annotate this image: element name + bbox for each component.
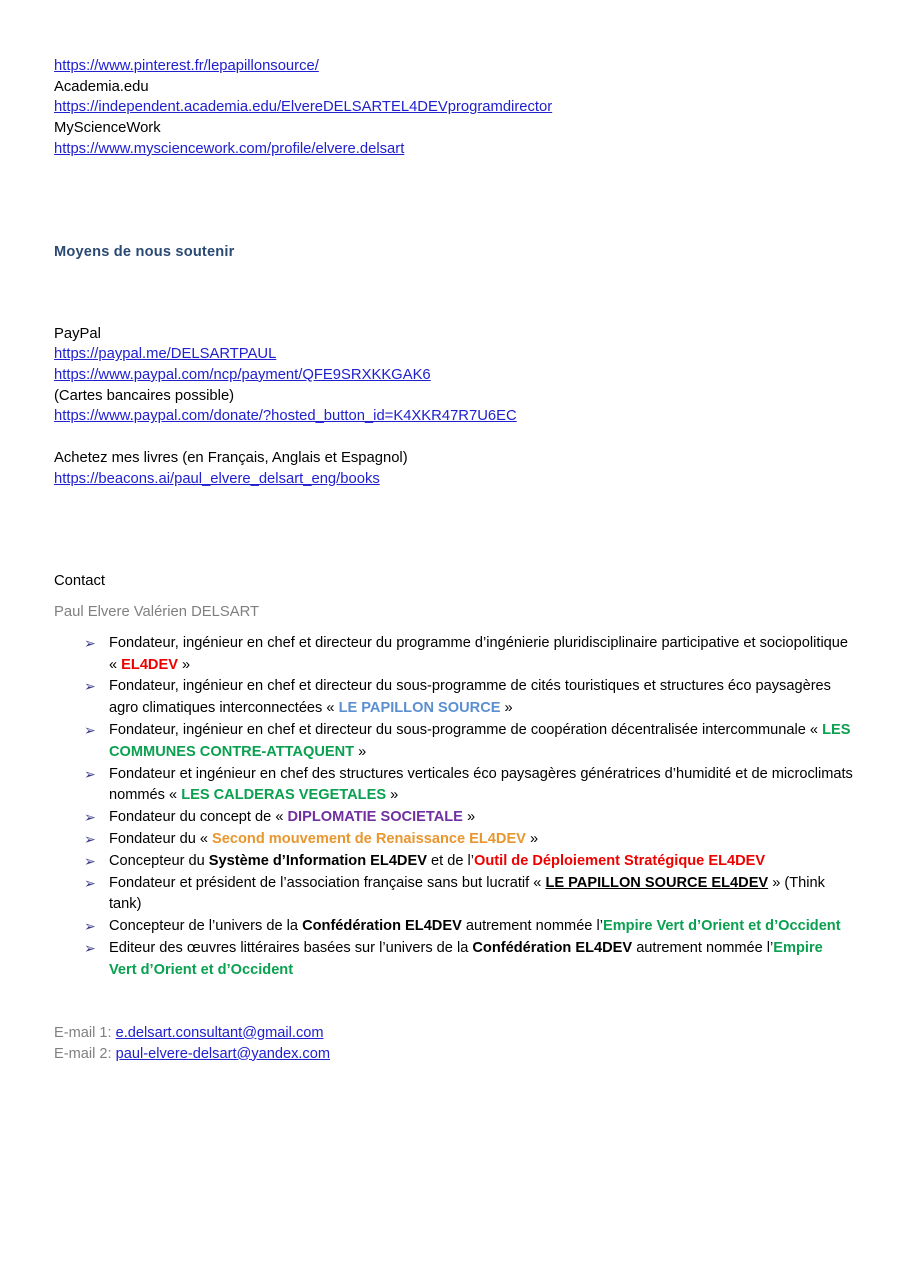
emails-block — [54, 1023, 854, 1065]
profile-link[interactable]: https://www.mysciencework.com/profile/elvere.delsart — [54, 140, 405, 157]
role-text-segment: » — [386, 787, 399, 804]
role-text-segment: » — [525, 831, 539, 848]
spacer — [54, 592, 854, 602]
role-systeme-information — [54, 851, 854, 873]
books-block — [54, 448, 854, 489]
role-text-segment: » — [462, 809, 476, 826]
books-label: Achetez mes livres (en Français, Anglais et Espagnol) — [54, 450, 408, 467]
profile-links-block — [54, 56, 854, 160]
spacer — [54, 160, 854, 242]
document-content — [54, 56, 854, 1065]
profile-link[interactable]: https://www.pinterest.fr/lepapillonsource/ — [54, 58, 319, 74]
spacer — [54, 982, 854, 1023]
arrow-bullet-icon: ➢ — [84, 874, 96, 891]
role-text-segment: » (Think tank) — [109, 874, 825, 913]
role-text-segment: autrement nommée l’ — [632, 940, 774, 956]
paypal-link[interactable]: https://paypal.me/DELSARTPAUL — [54, 346, 277, 363]
role-les-calderas-vegetales — [54, 764, 854, 808]
role-les-communes-contre-attaquent — [54, 720, 854, 764]
role-text-segment: Concepteur du — [109, 852, 209, 869]
arrow-bullet-icon: ➢ — [84, 678, 96, 695]
role-text-segment: Empire Vert d’Orient et d’Occident — [602, 918, 841, 935]
role-text-segment: autrement nommée l’ — [461, 918, 603, 935]
role-text-segment: Empire Vert d’Orient et d’Occident — [109, 940, 823, 978]
spacer — [54, 262, 854, 324]
paypal-label: PayPal — [54, 325, 101, 342]
arrow-bullet-icon: ➢ — [84, 940, 96, 956]
role-text-segment: » — [500, 700, 513, 717]
paypal-link[interactable]: https://www.paypal.com/donate/?hosted_button_id=K4XKR47R7U6EC — [54, 408, 517, 425]
books-link[interactable]: https://beacons.ai/paul_elvere_delsart_eng/books — [54, 470, 380, 487]
spacer — [54, 623, 854, 633]
role-text-segment: » — [354, 743, 367, 760]
email-address-link[interactable]: paul-elvere-delsart@yandex.com — [115, 1045, 331, 1062]
role-association-le-papillon-source-el4dev — [54, 873, 854, 917]
arrow-bullet-icon: ➢ — [84, 809, 96, 826]
email-label: E-mail 1: — [54, 1024, 116, 1041]
role-text-segment: LES CALDERAS VEGETALES — [181, 787, 387, 804]
role-text-segment: Fondateur, ingénieur en chef et directeur du sous-programme de coopération décentralisée intercommunale « — [109, 722, 823, 739]
arrow-bullet-icon: ➢ — [84, 918, 96, 935]
arrow-bullet-icon: ➢ — [84, 831, 96, 848]
role-text-segment: Fondateur du concept de « — [109, 809, 288, 826]
role-text-segment: Concepteur de l’univers de la — [109, 918, 303, 935]
roles-list — [54, 633, 854, 982]
paypal-block — [54, 324, 854, 428]
role-text-segment: Fondateur, ingénieur en chef et directeur du programme d’ingénierie pluridisciplinaire participative et sociopolitique « — [109, 634, 849, 673]
role-text-segment: LES COMMUNES CONTRE-ATTAQUENT — [109, 722, 851, 760]
role-text-segment: et de l’ — [426, 852, 475, 869]
role-le-papillon-source — [54, 676, 854, 720]
arrow-bullet-icon: ➢ — [84, 634, 96, 651]
email-row — [54, 1023, 854, 1044]
contact-person-name: Paul Elvere Valérien DELSART — [54, 604, 260, 621]
role-text-segment: Système d’Information EL4DEV — [208, 852, 427, 869]
arrow-bullet-icon: ➢ — [84, 852, 96, 869]
role-text-segment: » — [177, 656, 191, 673]
email-row — [54, 1044, 854, 1065]
role-text-segment: Confédération EL4DEV — [302, 918, 462, 935]
arrow-bullet-icon: ➢ — [84, 765, 96, 782]
role-el4dev — [54, 633, 854, 677]
spacer — [54, 427, 854, 448]
role-text-segment: Fondateur et ingénieur en chef des structures verticales éco paysagères génératrices d’humidité et de microclimats nommés « — [109, 765, 853, 804]
profile-label: Academia.edu — [54, 78, 149, 95]
contact-label: Contact — [54, 573, 105, 590]
role-diplomatie-societale — [54, 807, 854, 829]
role-text-segment: LE PAPILLON SOURCE EL4DEV — [545, 874, 769, 891]
role-text-segment: Editeur des œuvres littéraires basées sur l’univers de la — [109, 940, 473, 956]
role-text-segment: EL4DEV — [121, 656, 178, 673]
role-confederation-univers — [54, 916, 854, 938]
role-text-segment: Outil de Déploiement Stratégique EL4DEV — [474, 852, 766, 869]
role-text-segment: Second mouvement de Renaissance EL4DEV — [212, 831, 526, 848]
role-text-segment: Fondateur, ingénieur en chef et directeur du sous-programme de cités touristiques et structures éco paysagères agro climatiques interconnectées « — [109, 678, 831, 717]
arrow-bullet-icon: ➢ — [84, 722, 96, 739]
email-address-link[interactable]: e.delsart.consultant@gmail.com — [115, 1024, 324, 1041]
role-text-segment: DIPLOMATIE SOCIETALE — [287, 809, 463, 826]
spacer — [54, 489, 854, 571]
role-text-segment: LE PAPILLON SOURCE — [338, 700, 501, 717]
role-second-mouvement-renaissance — [54, 829, 854, 851]
role-text-segment: Fondateur du « — [109, 831, 213, 848]
support-section-heading: Moyens de nous soutenir — [54, 243, 235, 260]
role-editeur-oeuvres — [54, 938, 854, 982]
email-label: E-mail 2: — [54, 1045, 116, 1062]
profile-link[interactable]: https://independent.academia.edu/ElvereDELSARTEL4DEVprogramdirector — [54, 99, 553, 116]
role-text-segment: Fondateur et président de l’association française sans but lucratif « — [109, 874, 546, 891]
paypal-link[interactable]: https://www.paypal.com/ncp/payment/QFE9SRXKKGAK6 — [54, 366, 431, 383]
profile-label: MyScienceWork — [54, 120, 161, 137]
paypal-label: (Cartes bancaires possible) — [54, 387, 235, 404]
role-text-segment: Confédération EL4DEV — [472, 940, 633, 956]
